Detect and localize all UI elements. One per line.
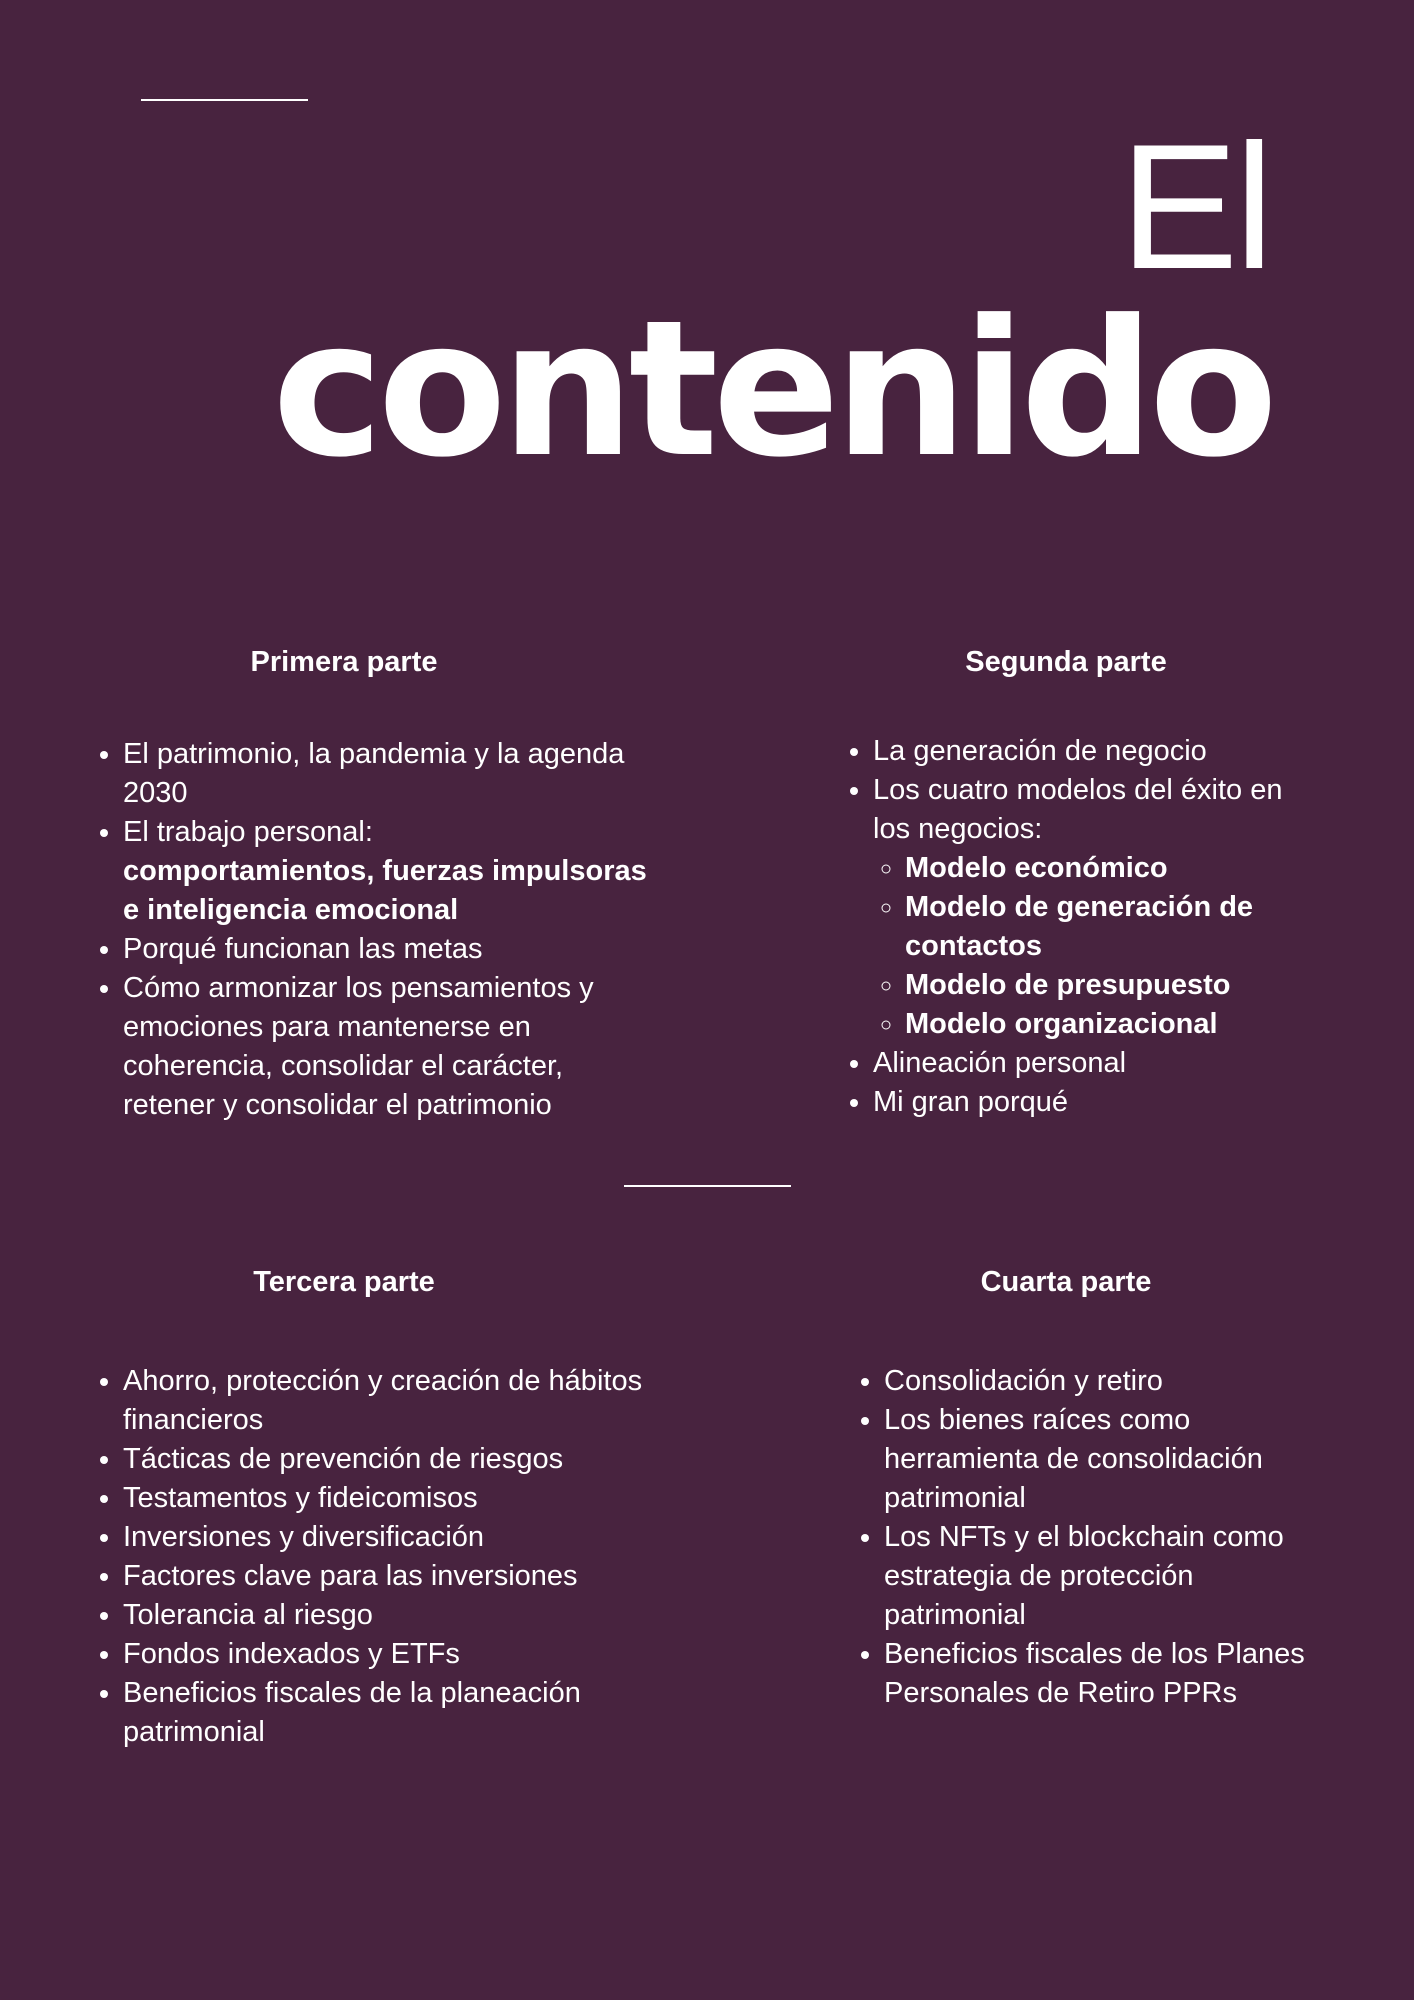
list-item: • Ahorro, protección y creación de hábitos financieros bbox=[123, 1362, 648, 1440]
list-item: • Tácticas de prevención de riesgos bbox=[123, 1440, 648, 1479]
section-heading: Primera parte bbox=[250, 646, 438, 678]
list-item: • Los NFTs y el blockchain como estrategia de protección patrimonial bbox=[884, 1518, 1309, 1635]
section-heading: Cuarta parte bbox=[980, 1266, 1152, 1298]
list-item: • Fondos indexados y ETFs bbox=[123, 1635, 648, 1674]
section-list bbox=[88, 1362, 648, 1752]
list-item: • Beneficios fiscales de los Planes Personales de Retiro PPRs bbox=[884, 1635, 1309, 1713]
title-line-2: contenido bbox=[272, 280, 1272, 499]
list-item: • Beneficios fiscales de la planeación patrimonial bbox=[123, 1674, 648, 1752]
section-heading: Segunda parte bbox=[965, 646, 1167, 678]
section-tercera-parte bbox=[88, 1263, 648, 1752]
sub-list bbox=[873, 849, 1308, 1044]
list-item: • Alineación personal bbox=[873, 1044, 1308, 1083]
section-cuarta-parte bbox=[849, 1263, 1309, 1713]
list-item: • El trabajo personal: comportamientos, fuerzas impulsoras e inteligencia emocional bbox=[123, 813, 648, 930]
sub-list-item: ◦ Modelo de generación de contactos bbox=[905, 888, 1308, 966]
list-item: • Cómo armonizar los pensamientos y emociones para mantenerse en coherencia, consolidar el carácter, retener y consolidar el patrimonio bbox=[123, 969, 648, 1125]
list-item-bold: comportamientos, fuerzas impulsoras e inteligencia emocional bbox=[123, 855, 647, 926]
list-item: • Porqué funcionan las metas bbox=[123, 930, 648, 969]
section-segunda-parte bbox=[838, 643, 1308, 1122]
section-list bbox=[88, 735, 648, 1125]
list-item: • El patrimonio, la pandemia y la agenda 2030 bbox=[123, 735, 648, 813]
section-list bbox=[849, 1362, 1309, 1713]
list-item: • Testamentos y fideicomisos bbox=[123, 1479, 648, 1518]
sub-list-item: ◦ Modelo organizacional bbox=[905, 1005, 1308, 1044]
list-item: • Los bienes raíces como herramienta de consolidación patrimonial bbox=[884, 1401, 1309, 1518]
list-item: • Inversiones y diversificación bbox=[123, 1518, 648, 1557]
sub-list-item: ◦ Modelo económico bbox=[905, 849, 1308, 888]
list-item: • Mi gran porqué bbox=[873, 1083, 1308, 1122]
list-item: • Tolerancia al riesgo bbox=[123, 1596, 648, 1635]
section-list bbox=[838, 732, 1308, 1122]
list-item: • Consolidación y retiro bbox=[884, 1362, 1309, 1401]
sub-list-item: ◦ Modelo de presupuesto bbox=[905, 966, 1308, 1005]
title-line-1: El bbox=[1119, 107, 1270, 306]
list-item: • Los cuatro modelos del éxito en los negocios: ◦ Modelo económico ◦ Modelo de generación de contactos ◦ Modelo de presupuesto ◦ Modelo organizacional bbox=[873, 771, 1308, 1044]
top-divider bbox=[141, 99, 308, 101]
middle-divider bbox=[624, 1185, 791, 1187]
section-primera-parte bbox=[88, 643, 648, 1125]
section-heading: Tercera parte bbox=[253, 1266, 435, 1298]
list-item: • Factores clave para las inversiones bbox=[123, 1557, 648, 1596]
list-item: • La generación de negocio bbox=[873, 732, 1308, 771]
